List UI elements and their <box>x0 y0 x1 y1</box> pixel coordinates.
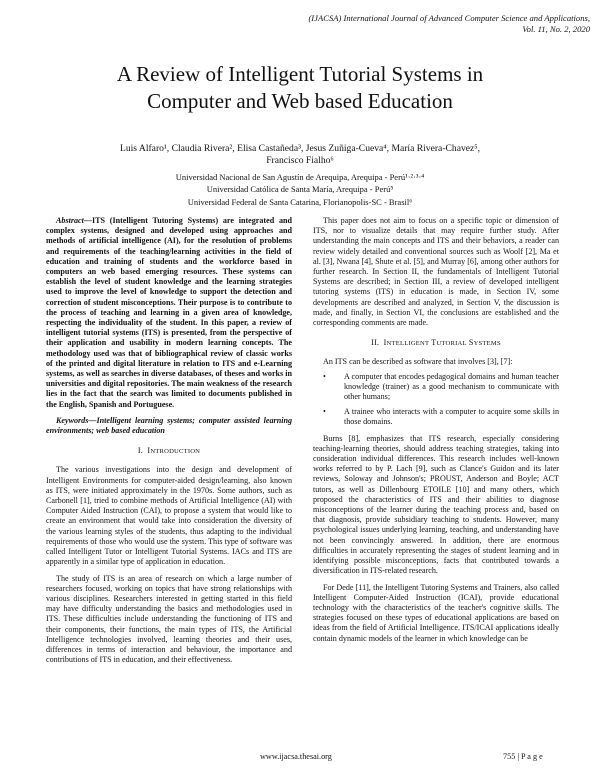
affiliation-2: Universidad Católica de Santa María, Arequipa - Perú⁵ <box>206 184 394 195</box>
intro-paragraph-1: The various investigations into the design and development of Intelligent Environments for computer-aided design/learning, also known as ITS, were initiated approximately in the 1970s. Some authors, such as Carbonell [1], tried to combine methods of Artificial Intelligence (AI) with Computer Aided Instruction (CAI), to propose a system that would like to create an environment that would take into consideration the diversity of the various learning styles of the students, thus adapting to the individual requirements of those who would use the system. This type of software was called Intelligent Tutor or Intelligent Tutorial Systems. IACs and ITS are apparently in a similar type of application in education. <box>46 465 292 567</box>
right-column <box>313 216 559 644</box>
abstract <box>46 216 292 410</box>
right-paragraph-1: This paper does not aim to focus on a specific topic or dimension of ITS, nor to visualize details that may require further study. After understanding the main concepts and ITS and their behaviors, a reader can review widely detailed and conventional sources such as Woolf [2], Ma et al. [3], Nwana [4], Shute et al. [5], and Murray [6], among other authors for further research. In Section II, the fundamentals of Intelligent Tutorial Systems are described; in Section III, a review of developed intelligent tutoring systems (ITS) in education is made, in Section IV, some developments are described and analyzed, in Section V, the discussion is made, and finally, in Section VI, the conclusions are established and the corresponding comments are made. <box>313 216 559 328</box>
keywords-text: —Intelligent learning systems; computer assisted learning environments; web based education <box>46 415 292 436</box>
abstract-label: Abstract <box>56 216 84 225</box>
section-number: II. <box>371 338 380 348</box>
journal-header <box>308 13 590 35</box>
its-intro-line: An ITS can be described as software that involves [3], [7]: <box>323 357 513 367</box>
authors-line-2: Francisco Fialho⁶ <box>266 155 334 167</box>
keywords <box>46 416 292 436</box>
list-item: • A trainee who interacts with a computer to acquire some skills in those domains. <box>323 407 559 427</box>
paper-title <box>40 61 560 115</box>
right-paragraph-3: For Dede [11], the Intelligent Tutoring Systems and Trainers, also called Intelligent Computer-Aided Instruction (ICAI), provide educational technology with the characteristics of the teacher's cognitive skills. The strategies focused on these types of educational applications are based on ideas from the field of Artificial Intelligence. ITS/ICAI applications ideally contain dynamic models of the learner in which knowledge can be <box>313 582 559 643</box>
footer-url: www.ijacsa.thesai.org <box>260 752 332 761</box>
title-line-2: Computer and Web based Education <box>147 89 453 113</box>
its-bullet-list <box>313 372 559 428</box>
journal-name: (IJACSA) International Journal of Advanced Computer Science and Applications, <box>308 13 590 23</box>
left-column <box>46 216 292 665</box>
affiliations <box>30 171 570 208</box>
journal-volume: Vol. 11, No. 2, 2020 <box>522 24 590 34</box>
authors <box>30 143 570 168</box>
keywords-label: Keywords <box>56 415 89 425</box>
authors-line-1: Luis Alfaro¹, Claudia Rivera², Elisa Castañeda³, Jesus Zuñiga-Cueva⁴, María Rivera-Chavez⁵, <box>119 143 481 154</box>
footer-page-number: 755 | P a g e <box>503 752 543 761</box>
affiliation-3: Universidad Federal de Santa Catarina, Florianopolis-SC - Brasil⁶ <box>187 196 413 207</box>
section-number: I. <box>137 446 143 456</box>
intro-paragraph-2: The study of ITS is an area of research on which a large number of researchers focused, working on topics that have strong relationships with various disciplines. Researchers interested in getting started in this field may have difficulty understanding the basics and methodologies used in ITS. These difficulties include understanding the functioning of ITS and their components, their functions, the main types of ITS, the Artificial Intelligence technologies involved, learning theories and their uses, differences in terms of interaction and behaviour, the importance and contributions of ITS in education, and their effectiveness. <box>46 573 292 665</box>
section-heading-its: II. INTELLIGENT TUTORIAL SYSTEMS <box>371 338 501 348</box>
list-item: • A computer that encodes pedagogical domains and human teacher knowledge (trainer) as a good mechanism to communicate with other humans; <box>323 371 559 402</box>
bullet-icon: • <box>323 371 326 381</box>
bullet-icon: • <box>323 407 326 417</box>
abstract-text: —ITS (Intelligent Tutoring Systems) are integrated and complex systems, designed and developed using approaches and methods of artificial intelligence (AI), for the resolution of problems and requirements of the teaching/learning activities in the field of education and training of students and the workforce based in computers an web based emerging resources. These systems can establish the level of student knowledge and the learning strategies used to improve the level of knowledge to support the detection and correction of student misconceptions. Their purpose is to contribute to the process of teaching and learning in a given area of knowledge, respecting the individuality of the student. In this paper, a review of intelligent tutorial systems (ITS) is presented, from the perspective of their application and usability in modern learning concepts. The methodology used was that of bibliographical review of classic works of the printed and digital literature in relation to ITS and e-Learning systems, as well as searches in diverse databases, of theses and works in universities and digital repositories. The main weakness of the research lies in the fact that the search was limited to documents published in the English, Spanish and Portuguese. <box>46 216 292 409</box>
affiliation-1: Universidad Nacional de San Agustín de Arequipa, Arequipa - Perú¹·²·³·⁴ <box>175 172 425 182</box>
right-paragraph-2: Burns [8], emphasizes that ITS research, especially considering teaching-learning theories, should address teaching strategies, taking into consideration individual differences. This research includes well-known works referred to by P. Lach [9], such as Clance's Guidon and its later reviews, Soloway and Johnson's; PROUST, Anderson and Boyle; ACT tutors, as well as Dillenbourg ETOILE [10] and many others, which proposed the characteristics of ITS and their abilities to diagnose misconceptions of the learner during the teaching process and, based on that diagnosis, provide subsidiary teaching to students. However, many psychological issues underlying learning, teaching, and understanding have not been convincingly answered. In addition, there are enormous difficulties in accurately representing the stages of student learning and in identifying possible misconceptions, facts that contributed towards a diversification in ITS-related research. <box>313 433 559 576</box>
title-line-1: A Review of Intelligent Tutorial Systems in <box>116 62 484 86</box>
section-heading-introduction: I. INTRODUCTION <box>137 446 201 456</box>
